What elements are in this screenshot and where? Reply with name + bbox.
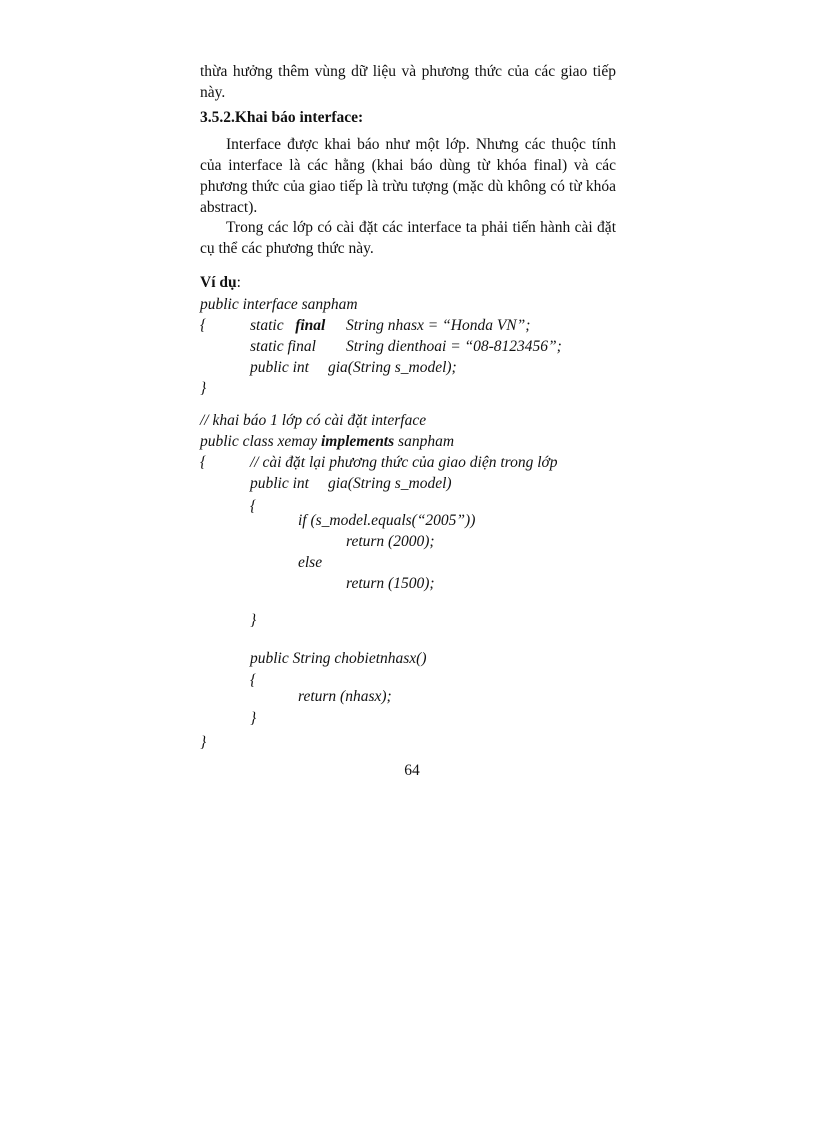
page-number: 64 [404, 762, 420, 779]
code-keyword-final: final [295, 317, 326, 334]
code-line: public String chobietnhasx() [250, 650, 427, 667]
code-keyword-implements: implements [320, 433, 395, 450]
code-comment: // cài đặt lại phương thức của giao diện trong lớp [250, 454, 558, 471]
paragraph-implementation: Trong các lớp có cài đặt các interface ta phải tiến hành cài đặt cụ thể các phương thức này. [200, 219, 616, 257]
code-line: if (s_model.equals(“2005”)) [298, 512, 476, 529]
code-brace-open: { [200, 454, 207, 471]
code-brace-close: } [200, 734, 207, 751]
code-brace-close: } [250, 612, 257, 629]
code-line: gia(String s_model); [328, 359, 457, 376]
paragraph-interface-definition: Interface được khai báo như một lớp. Nhưng các thuộc tính của interface là các hằng (khai báo dùng từ khóa final) và các phương thức của giao tiếp là trừu tượng (mặc dù không có từ khóa abstract). [200, 136, 616, 216]
code-line: static final [250, 338, 316, 355]
section-heading: 3.5.2.Khai báo interface: [200, 109, 364, 126]
code-line: String dienthoai = “08-8123456”; [346, 338, 562, 355]
code-line: public int [250, 359, 309, 376]
code-line: public int [250, 475, 309, 492]
code-line: return (2000); [346, 533, 435, 550]
code-token: public class xemay [200, 433, 318, 450]
code-line [250, 315, 325, 336]
code-line: gia(String s_model) [328, 475, 452, 492]
code-line [200, 431, 454, 452]
code-brace-close: } [250, 710, 257, 727]
code-brace-open: { [250, 498, 257, 515]
code-token: static [250, 317, 284, 334]
example-label-text: Ví dụ [200, 274, 237, 291]
code-line: return (1500); [346, 575, 435, 592]
code-line: String nhasx = “Honda VN”; [346, 317, 531, 334]
code-token: sanpham [398, 433, 455, 450]
code-line: public interface sanpham [200, 296, 358, 313]
code-brace-open: { [250, 672, 257, 689]
code-brace-open: { [200, 317, 207, 334]
intro-paragraph: thừa hưởng thêm vùng dữ liệu và phương thức của các giao tiếp này. [200, 63, 616, 101]
example-label-colon: : [236, 274, 241, 291]
code-brace-close: } [200, 380, 207, 397]
code-line: else [298, 554, 323, 571]
code-line: return (nhasx); [298, 688, 392, 705]
example-label [200, 272, 241, 293]
code-comment: // khai báo 1 lớp có cài đặt interface [200, 412, 427, 429]
